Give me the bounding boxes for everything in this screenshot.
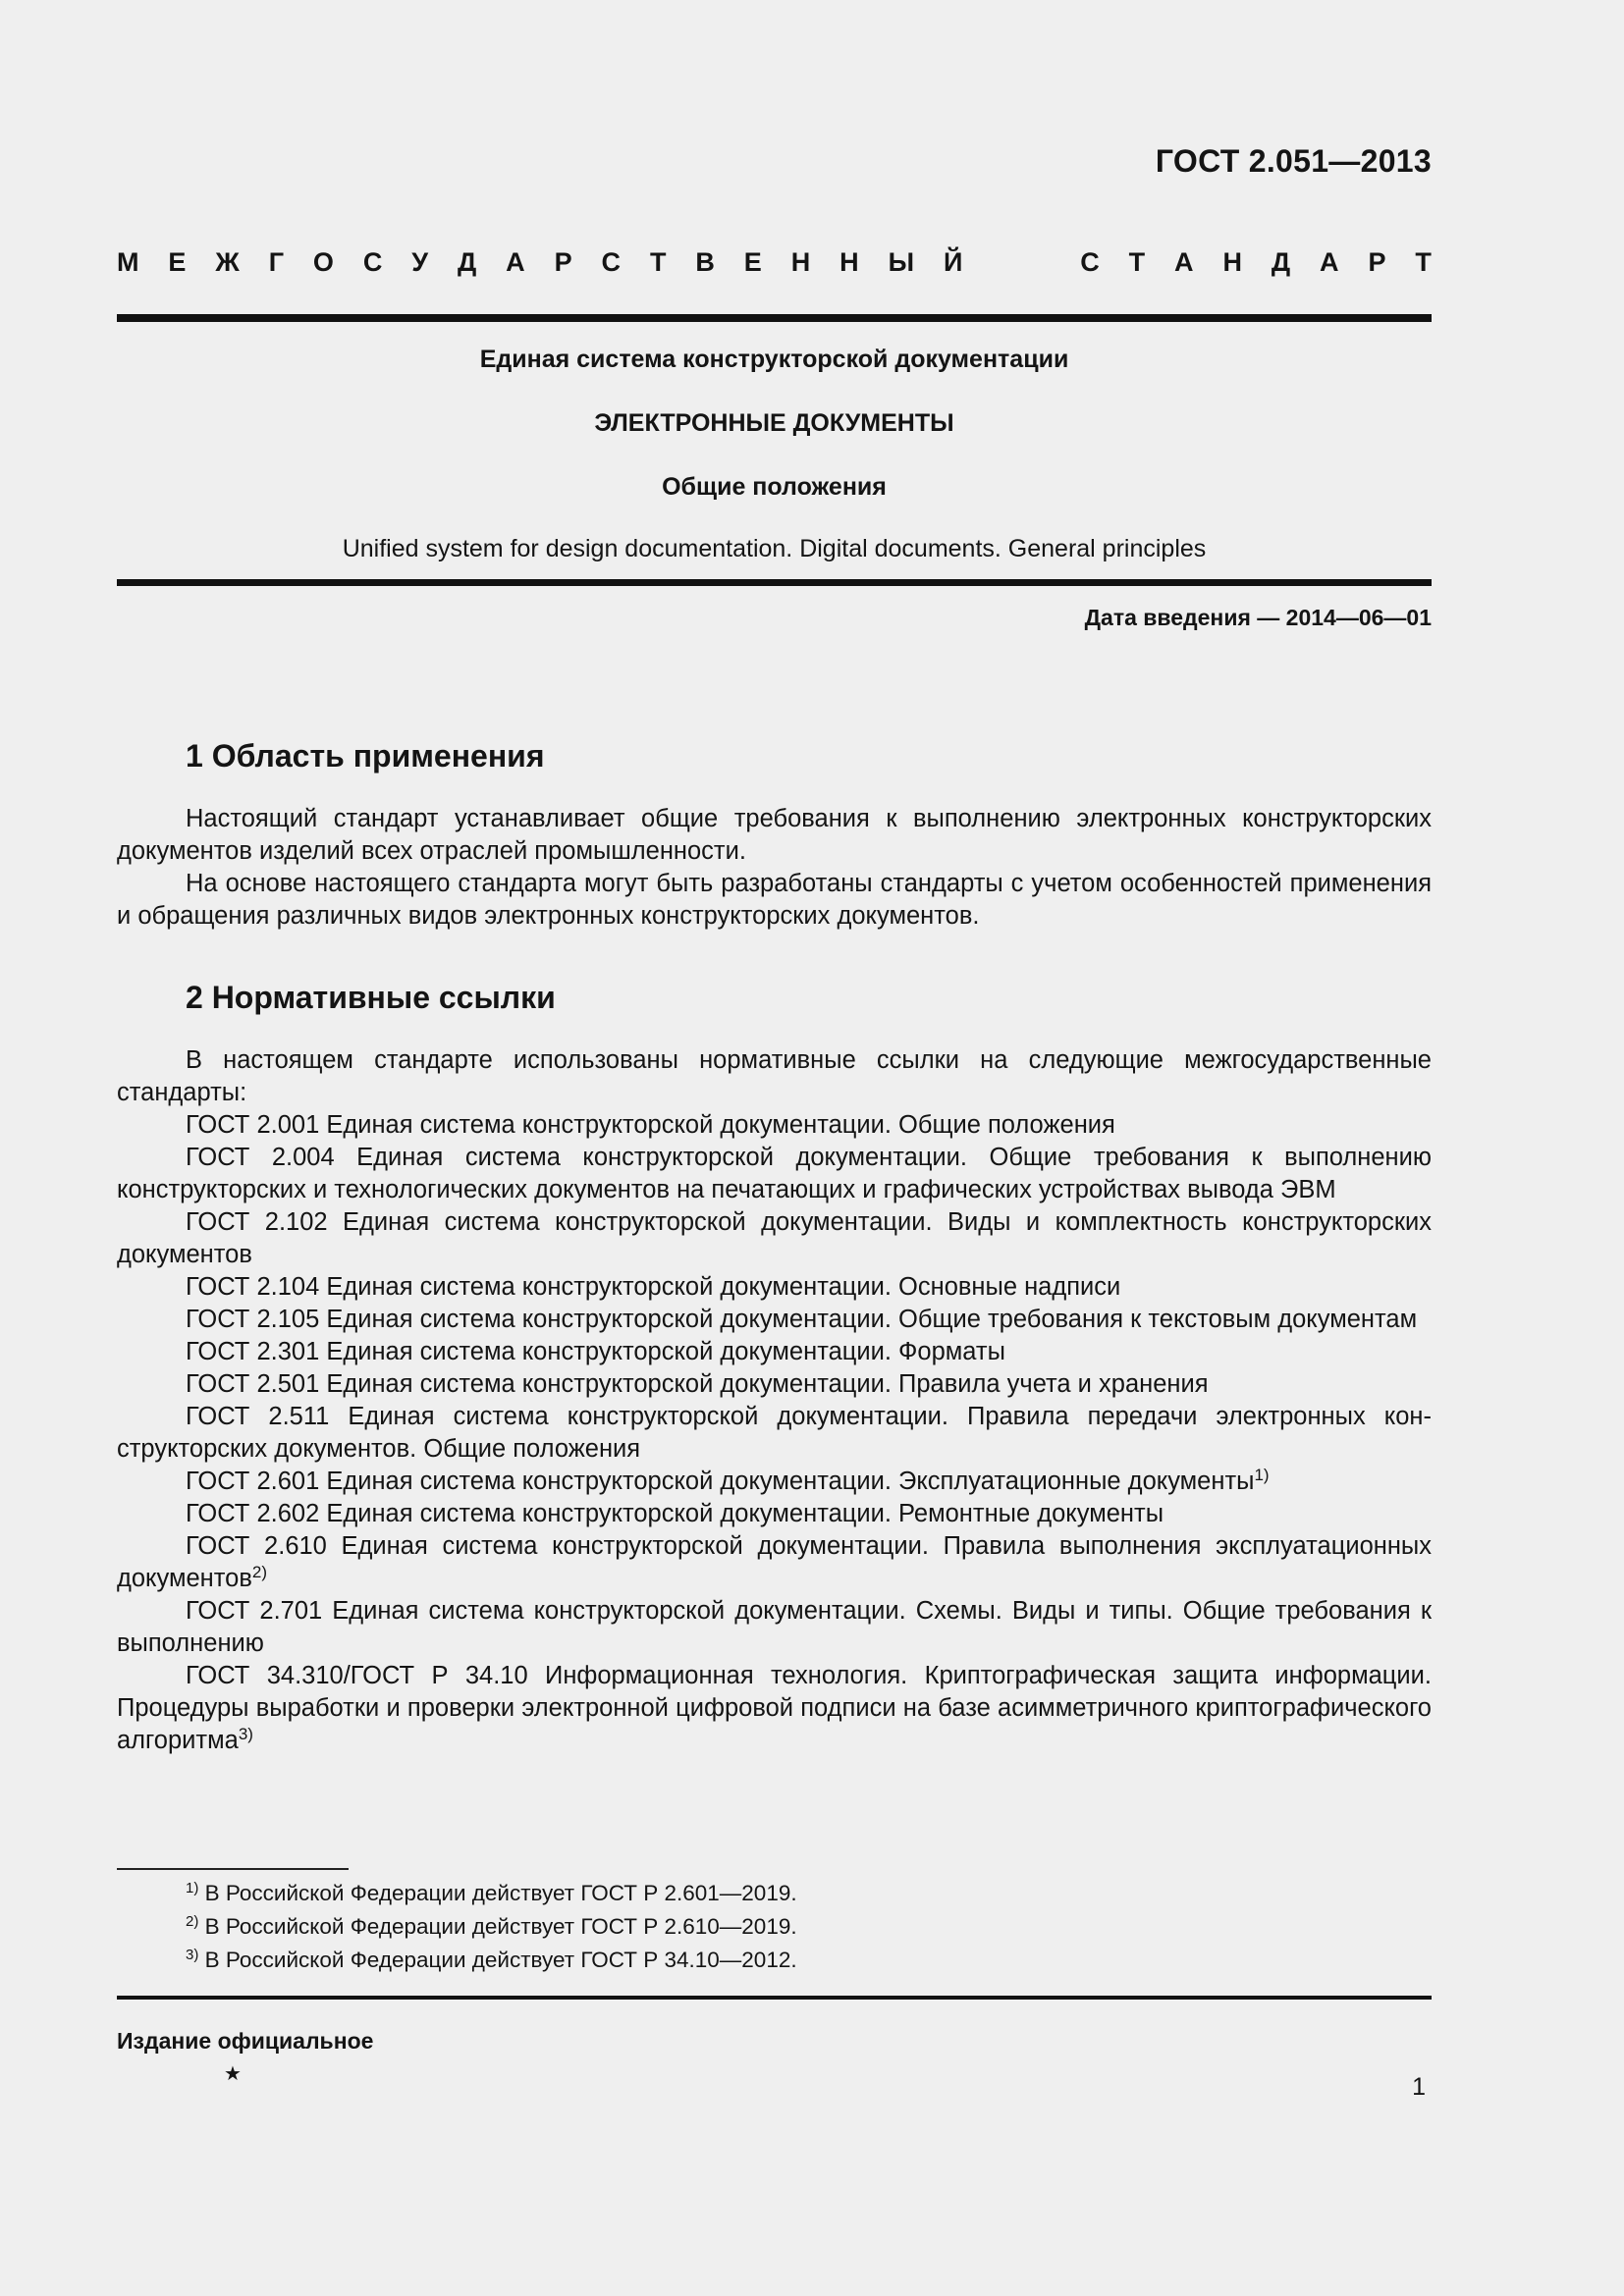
banner-letter: М: [117, 247, 139, 277]
reference-item: ГОСТ 2.501 Единая система конструкторской документации. Правила учета и хранения: [186, 1370, 1209, 1398]
footnote-marker: 2): [251, 1563, 268, 1581]
document-subtitle: Общие положения: [662, 473, 887, 501]
footnote: $^{3)}$ В Российской Федерации действует ГОСТ Р 34.10—2012.: [186, 1947, 797, 1972]
star-icon: ★: [224, 2063, 242, 2085]
reference-item: ГОСТ 2.511 Единая система конструкторской документации. Правила передачи электронных конструкторских документов. Общие положения: [117, 1403, 1432, 1463]
banner-letter: Ы: [888, 247, 915, 277]
banner-letter: Р: [1368, 247, 1386, 277]
page-number: 1: [1412, 2073, 1426, 2101]
interstate-standard-banner: [117, 247, 1432, 278]
banner-letter: У: [411, 247, 429, 277]
reference-item: ГОСТ 2.102 Единая система конструкторской документации. Виды и комплектность конструкторских документов: [117, 1208, 1432, 1268]
reference-item: ГОСТ 2.602 Единая система конструкторской документации. Ремонтные документы: [186, 1500, 1164, 1527]
main-content: [117, 734, 1432, 1757]
banner-letter: О: [312, 247, 334, 277]
banner-letter: Р: [554, 247, 572, 277]
footnote: $^{1)}$ В Российской Федерации действует ГОСТ Р 2.601—2019.: [186, 1880, 797, 1905]
banner-letter: Е: [743, 247, 762, 277]
reference-item: ГОСТ 2.004 Единая система конструкторской документации. Общие требования к выполнению конструкторских и технологических документов на печатающих и графических устройствах вывода ЭВМ: [117, 1144, 1432, 1203]
paragraph: В настоящем стандарте использованы нормативные ссылки на следующие межгосударственные стандарты:: [117, 1046, 1432, 1106]
section-1-heading: 1 Область применения: [186, 738, 545, 774]
reference-item: ГОСТ 2.601 Единая система конструкторской документации. Эксплуатационные документы$^{1)}$: [186, 1466, 1270, 1495]
footnote-marker: 3): [238, 1725, 253, 1743]
footnotes: [186, 1877, 797, 1977]
paragraph: На основе настоящего стандарта могут быть разработаны стандарты с учетом особенностей применения и обращения различных видов электронных конструкторских документов.: [117, 870, 1432, 930]
banner-letter: Н: [1222, 247, 1242, 277]
banner-letter: А: [1320, 247, 1339, 277]
title-divider: [117, 579, 1432, 586]
reference-item: ГОСТ 2.301 Единая система конструкторской документации. Форматы: [186, 1338, 1005, 1365]
section-2-heading: 2 Нормативные ссылки: [186, 980, 556, 1015]
english-title: Unified system for design documentation. Digital documents. General principles: [342, 535, 1207, 562]
banner-letter: Ж: [215, 247, 240, 277]
official-edition-label: Издание официальное: [117, 2028, 374, 2054]
introduction-date: Дата введения — 2014—06—01: [1084, 605, 1432, 630]
banner-letter: Д: [1271, 247, 1291, 277]
standard-number: ГОСТ 2.051—2013: [1155, 143, 1432, 179]
banner-letter: Н: [790, 247, 811, 277]
banner-spacer: [992, 247, 1051, 278]
reference-item: ГОСТ 2.610 Единая система конструкторской документации. Правила выполнения эксплуатационных документов$^{2)}$: [117, 1532, 1432, 1592]
banner-letter: С: [1080, 247, 1100, 277]
banner-letter: Н: [839, 247, 859, 277]
banner-letter: А: [506, 247, 525, 277]
reference-item: ГОСТ 2.701 Единая система конструкторской документации. Схемы. Виды и типы. Общие требования к выполнению: [117, 1597, 1432, 1657]
header-divider: [117, 314, 1432, 322]
footnote-marker: 1): [1254, 1466, 1270, 1484]
reference-item: ГОСТ 2.105 Единая система конструкторской документации. Общие требования к текстовым документам: [186, 1306, 1418, 1333]
paragraph: Настоящий стандарт устанавливает общие требования к выполнению электронных конструкторских документов изделий всех отраслей промышленности.: [117, 805, 1432, 865]
reference-item: ГОСТ 2.001 Единая система конструкторской документации. Общие положения: [186, 1111, 1115, 1139]
banner-letter: Т: [1128, 247, 1146, 277]
banner-letter: Д: [458, 247, 477, 277]
banner-letter: С: [601, 247, 622, 277]
banner-letter: В: [695, 247, 715, 277]
system-title: Единая система конструкторской документации: [479, 346, 1069, 373]
footer-divider: [117, 1996, 1432, 2000]
banner-letter: Т: [1415, 247, 1432, 277]
banner-letter: Т: [649, 247, 667, 277]
footnote: $^{2)}$ В Российской Федерации действует ГОСТ Р 2.610—2019.: [186, 1913, 797, 1939]
banner-letter: Е: [168, 247, 187, 277]
footnote-separator: [117, 1868, 349, 1870]
banner-letter: Г: [268, 247, 284, 277]
document-title: ЭЛЕКТРОННЫЕ ДОКУМЕНТЫ: [594, 409, 954, 437]
reference-item: ГОСТ 34.310/ГОСТ Р 34.10 Информационная технология. Криптографическая защита информации. Процедуры выработки и проверки электронной цифровой подписи на базе асимметричного криптографического алгоритма$^{3)}$: [117, 1662, 1432, 1754]
banner-letter: С: [362, 247, 383, 277]
banner-letter: А: [1174, 247, 1194, 277]
banner-letter: Й: [943, 247, 963, 277]
reference-item: ГОСТ 2.104 Единая система конструкторской документации. Основные надписи: [186, 1273, 1121, 1301]
